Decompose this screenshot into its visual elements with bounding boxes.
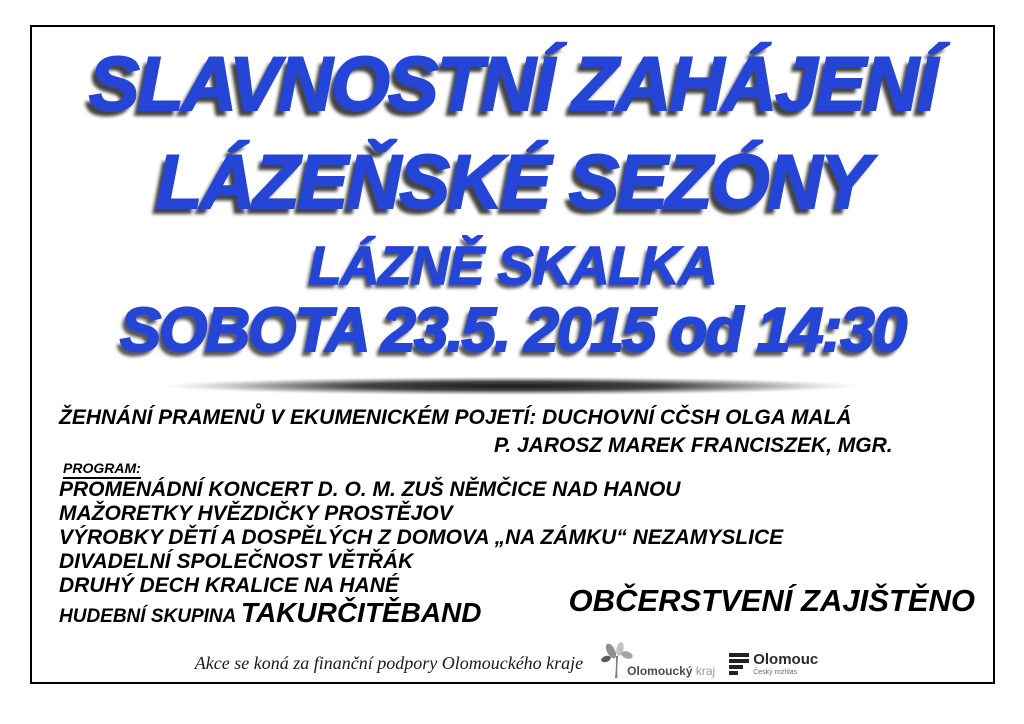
cesky-rozhlas-logo: [729, 652, 818, 676]
title-line-2: LÁZEŇSKÉ SEZÓNY: [155, 140, 870, 225]
program-item: DRUHÝ DECH KRALICE NA HANÉ: [59, 574, 399, 597]
band-prefix: HUDEBNÍ SKUPINA: [59, 606, 241, 627]
radio-logo-text: [753, 652, 818, 676]
olomoucky-kraj-logo: [597, 642, 715, 685]
band-line: [59, 597, 482, 629]
footer: [26, 642, 987, 685]
band-name: TAKURČITĚBAND: [240, 597, 482, 628]
program-item: VÝROBKY DĚTÍ A DOSPĚLÝCH Z DOMOVA „NA ZÁMKU“ NEZAMYSLICE: [59, 526, 784, 549]
refreshments-note: OBČERSTVENÍ ZAJIŠTĚNO: [568, 583, 975, 618]
kraj-logo-name: Olomoucký: [627, 663, 693, 678]
radio-logo-subtitle: Český rozhlas: [753, 668, 798, 676]
radio-bars-icon: [729, 653, 749, 675]
program-item: MAŽORETKY HVĚZDIČKY PROSTĚJOV: [59, 502, 453, 525]
program-list: [59, 478, 783, 598]
shadow-divider: [62, 373, 960, 399]
kraj-logo-text: [627, 664, 715, 678]
blessing-line-1: ŽEHNÁNÍ PRAMENŮ V EKUMENICKÉM POJETÍ: DUCHOVNÍ CČSH OLGA MALÁ: [59, 406, 852, 429]
blessing-line-2: P. JAROSZ MAREK FRANCISZEK, MGR.: [494, 434, 893, 457]
kraj-logo-suffix: kraj: [692, 663, 716, 678]
program-item: DIVADELNÍ SPOLEČNOST VĚTŘÁK: [59, 550, 414, 573]
poster: [30, 25, 995, 684]
title-line-1: SLAVNOSTNÍ ZAHÁJENÍ: [88, 42, 937, 127]
support-text: Akce se koná za finanční podpory Olomouckého kraje: [194, 653, 584, 673]
program-label: PROGRAM:: [63, 460, 141, 479]
radio-logo-city: Olomouc: [753, 650, 819, 668]
program-item: PROMENÁDNÍ KONCERT D. O. M. ZUŠ NĚMČICE NAD HANOU: [59, 478, 681, 501]
venue-title: LÁZNĚ SKALKA: [308, 236, 717, 296]
date-time-title: SOBOTA 23.5. 2015 od 14:30: [119, 296, 906, 365]
